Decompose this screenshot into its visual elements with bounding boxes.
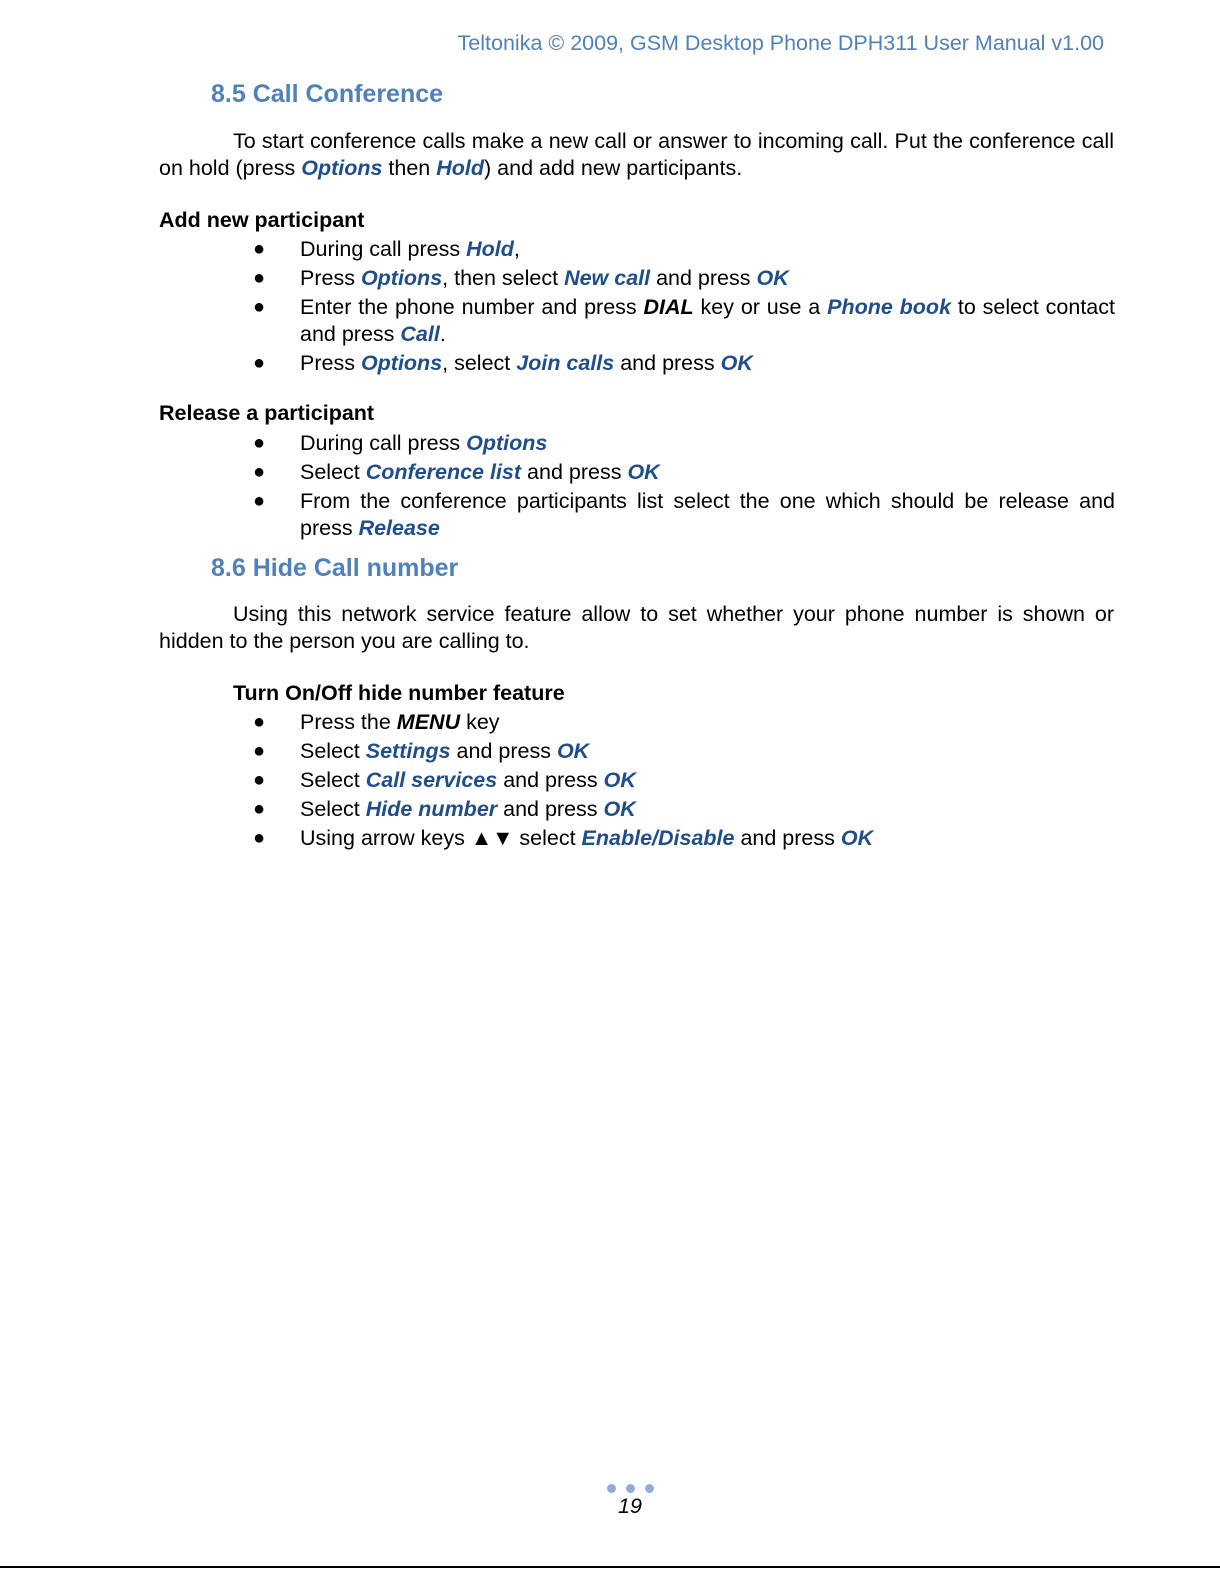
list-item: ● From the conference participants list select the one which should be release and press Release [253,489,1115,540]
add-participant-heading: Add new participant [159,208,365,232]
add-participant-steps [0,236,1115,379]
conference-intro-paragraph: To start conference calls make a new call or answer to incoming call. Put the conference call on hold (press Options then Hold) and add new participants. [159,129,1114,180]
section-title-call-conference: 8.5 Call Conference [211,80,444,108]
list-item: ● Select Hide number and press OK [253,797,636,821]
list-item: ● Press Options, select Join calls and press OK [253,351,753,375]
list-item: ● Enter the phone number and press DIAL key or use a Phone book to select contact and press Call. [253,295,1115,346]
hide-number-intro-paragraph: Using this network service feature allow to set whether your phone number is shown or hidden to the person you are calling to. [159,602,1114,653]
list-item: ● Press Options, then select New call and press OK [253,266,789,290]
list-item: ● During call press Hold, [253,237,520,261]
list-item: ● Press the MENU key [253,710,500,734]
list-item: ● Select Conference list and press OK [253,460,660,484]
bottom-divider [0,1566,1220,1568]
release-participant-heading: Release a participant [159,401,375,425]
footer-dots-ornament [607,1484,657,1494]
hide-number-heading: Turn On/Off hide number feature [233,681,565,705]
section-title-hide-call-number: 8.6 Hide Call number [211,554,459,582]
list-item: ● Using arrow keys ▲▼ select Enable/Disable and press OK [253,826,874,850]
hide-number-steps [0,709,1115,854]
page-header: Teltonika © 2009, GSM Desktop Phone DPH311 User Manual v1.00 [457,31,1104,55]
release-participant-steps [0,430,1115,544]
list-item: ● Select Settings and press OK [253,739,590,763]
page-number: 19 [618,1494,642,1518]
list-item: ● During call press Options [253,431,548,455]
list-item: ● Select Call services and press OK [253,768,636,792]
